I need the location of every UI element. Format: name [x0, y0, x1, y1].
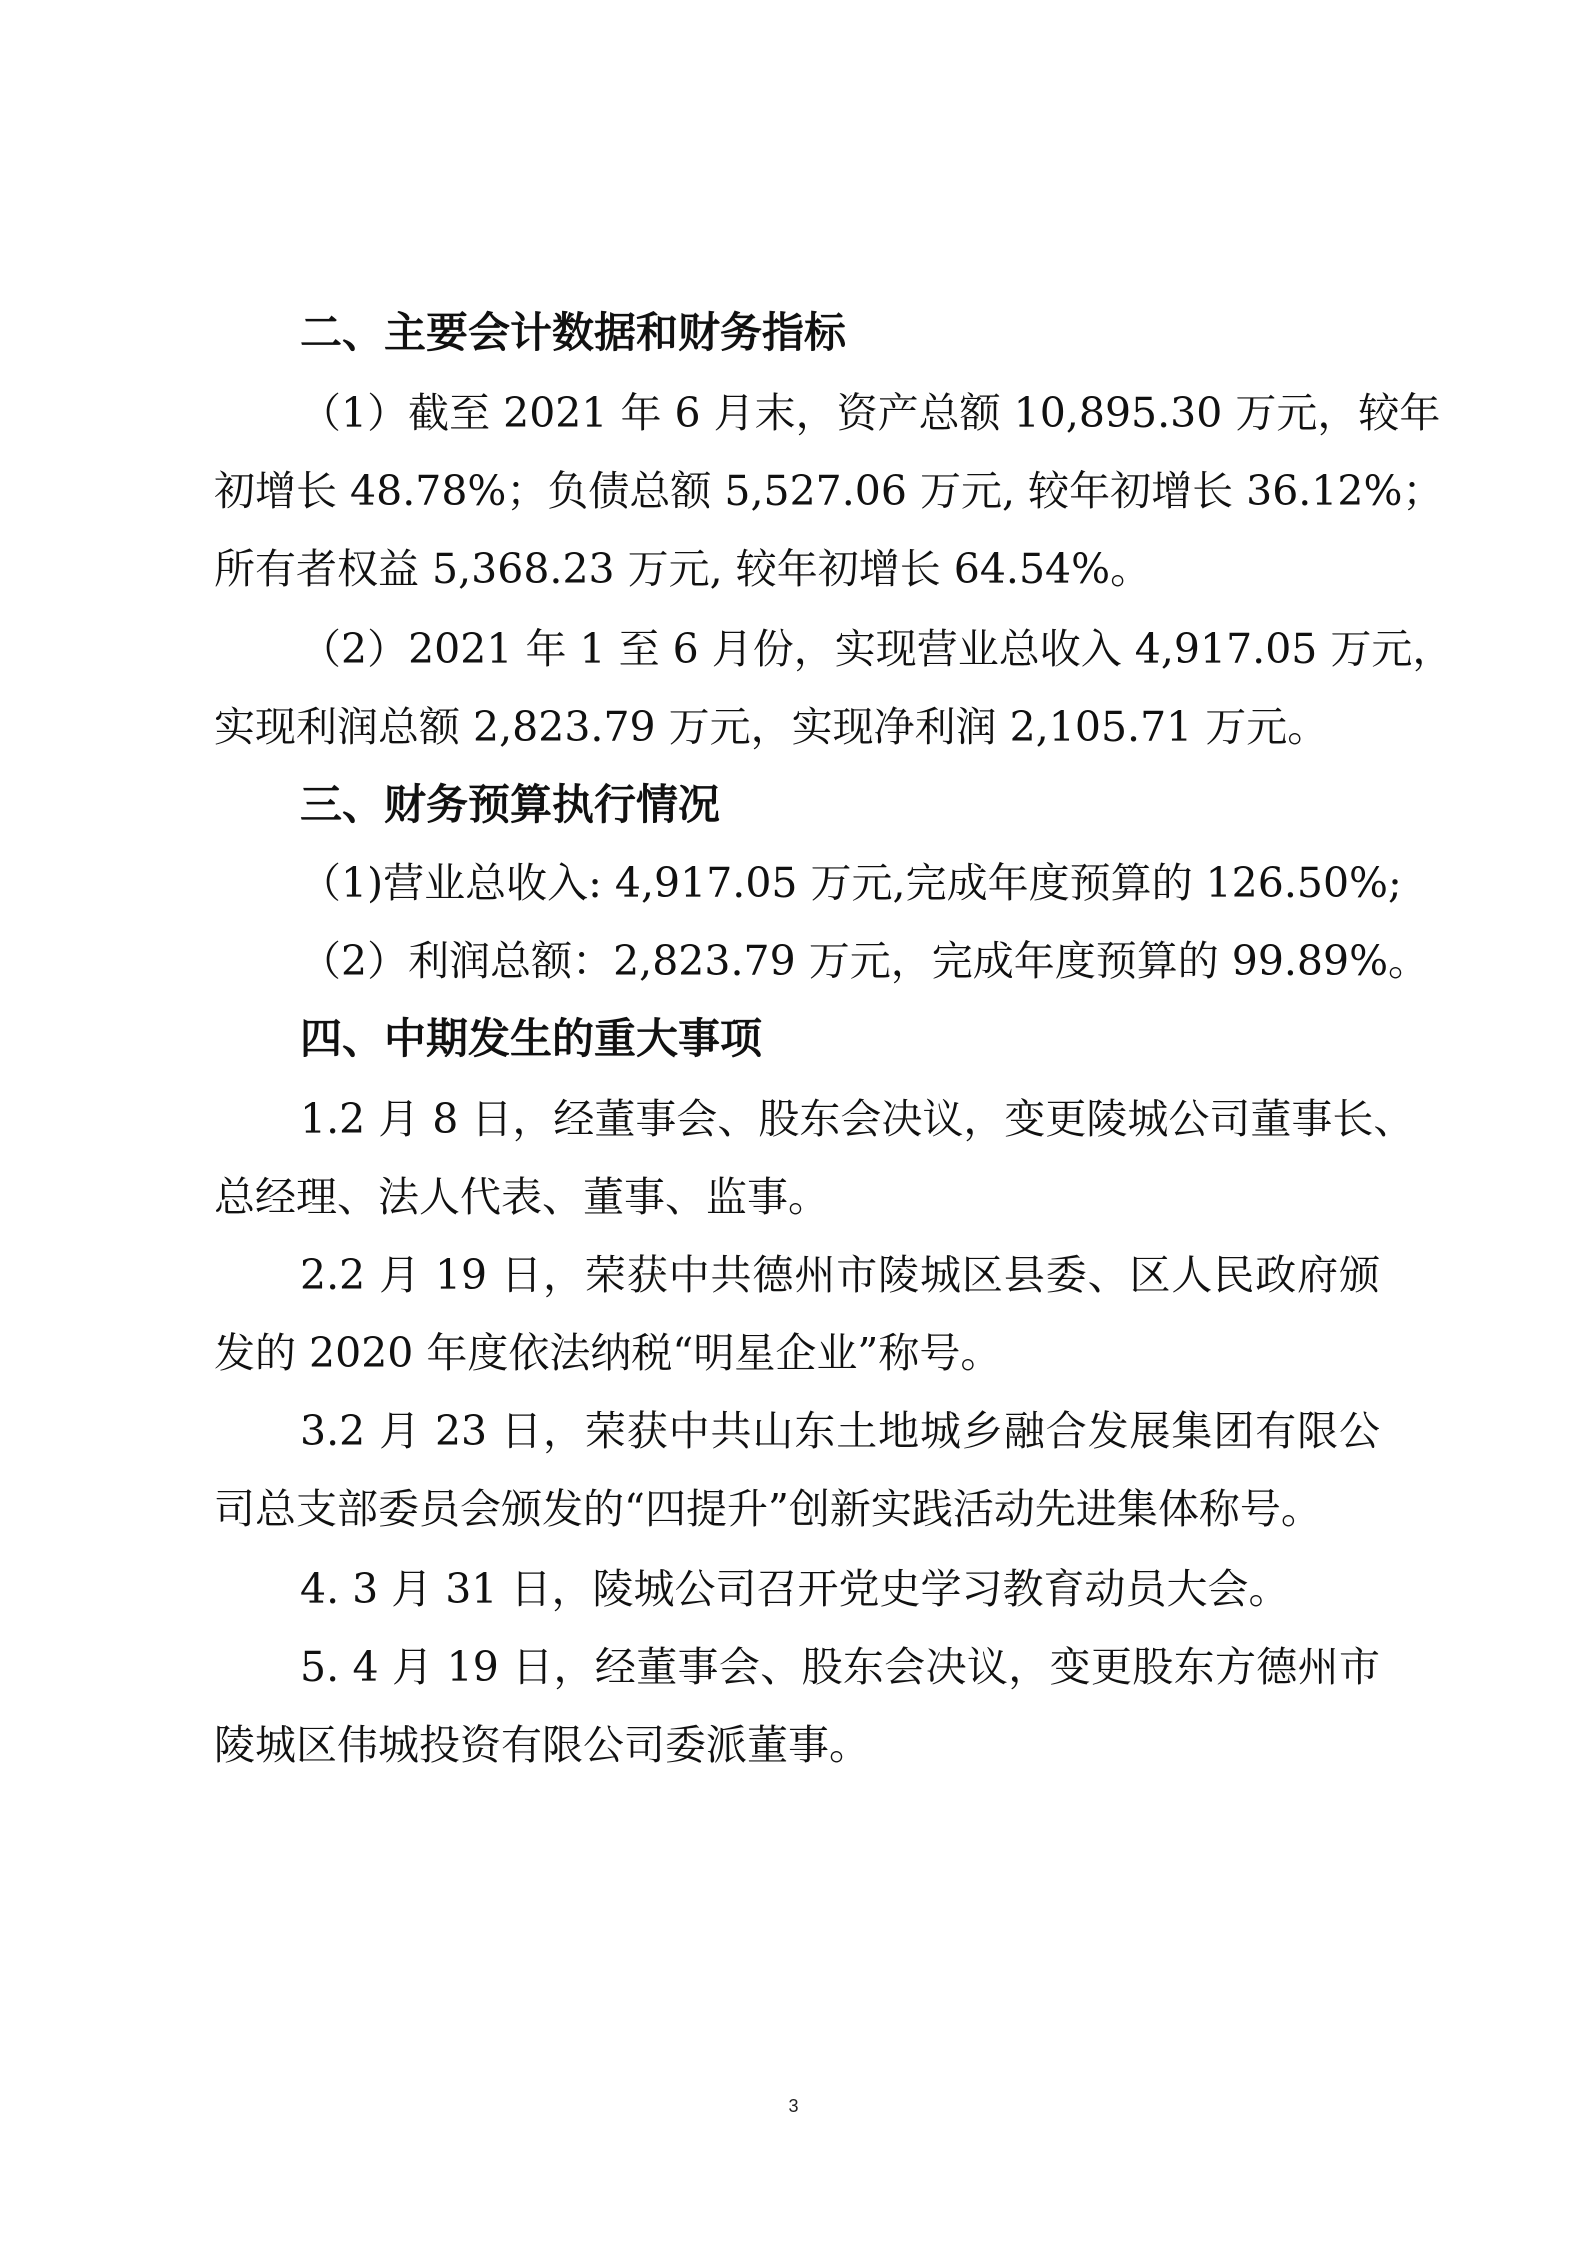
event-line: 4. 3 月 31 日，陵城公司召开党史学习教育动员大会。 — [300, 1565, 1290, 1613]
event-line: 发的 2020 年度依法纳税“明星企业”称号。 — [214, 1329, 1002, 1377]
event-line: 总经理、法人代表、董事、监事。 — [214, 1173, 829, 1221]
paragraph-line: 实现利润总额 2,823.79 万元，实现净利润 2,105.71 万元。 — [214, 703, 1329, 751]
section-heading-major-events: 四、中期发生的重大事项 — [300, 1014, 763, 1063]
event-line: 司总支部委员会颁发的“四提升”创新实践活动先进集体称号。 — [214, 1485, 1322, 1533]
paragraph-line: （2）2021 年 1 至 6 月份，实现营业总收入 4,917.05 万元， — [300, 625, 1454, 673]
paragraph-line: 初增长 48.78%；负债总额 5,527.06 万元, 较年初增长 36.12%； — [214, 467, 1444, 515]
paragraph-line: （1）截至 2021 年 6 月末，资产总额 10,895.30 万元，较年 — [300, 389, 1441, 437]
event-line: 陵城区伟城投资有限公司委派董事。 — [214, 1721, 870, 1769]
event-line: 5. 4 月 19 日，经董事会、股东会决议，变更股东方德州市 — [300, 1643, 1380, 1691]
page-number: 3 — [788, 2096, 799, 2116]
section-heading-budget-execution: 三、财务预算执行情况 — [300, 780, 721, 829]
event-line: 2.2 月 19 日，荣获中共德州市陵城区县委、区人民政府颁 — [300, 1251, 1380, 1299]
paragraph-line: 所有者权益 5,368.23 万元, 较年初增长 64.54%。 — [214, 545, 1152, 593]
event-line: 1.2 月 8 日，经董事会、股东会决议，变更陵城公司董事长、 — [300, 1095, 1415, 1143]
section-heading-accounting-data: 二、主要会计数据和财务指标 — [300, 308, 847, 357]
budget-item: （1)营业总收入: 4,917.05 万元,完成年度预算的 126.50%; — [300, 859, 1402, 907]
budget-item: （2）利润总额：2,823.79 万元，完成年度预算的 99.89%。 — [300, 937, 1430, 985]
event-line: 3.2 月 23 日，荣获中共山东土地城乡融合发展集团有限公 — [300, 1407, 1380, 1455]
